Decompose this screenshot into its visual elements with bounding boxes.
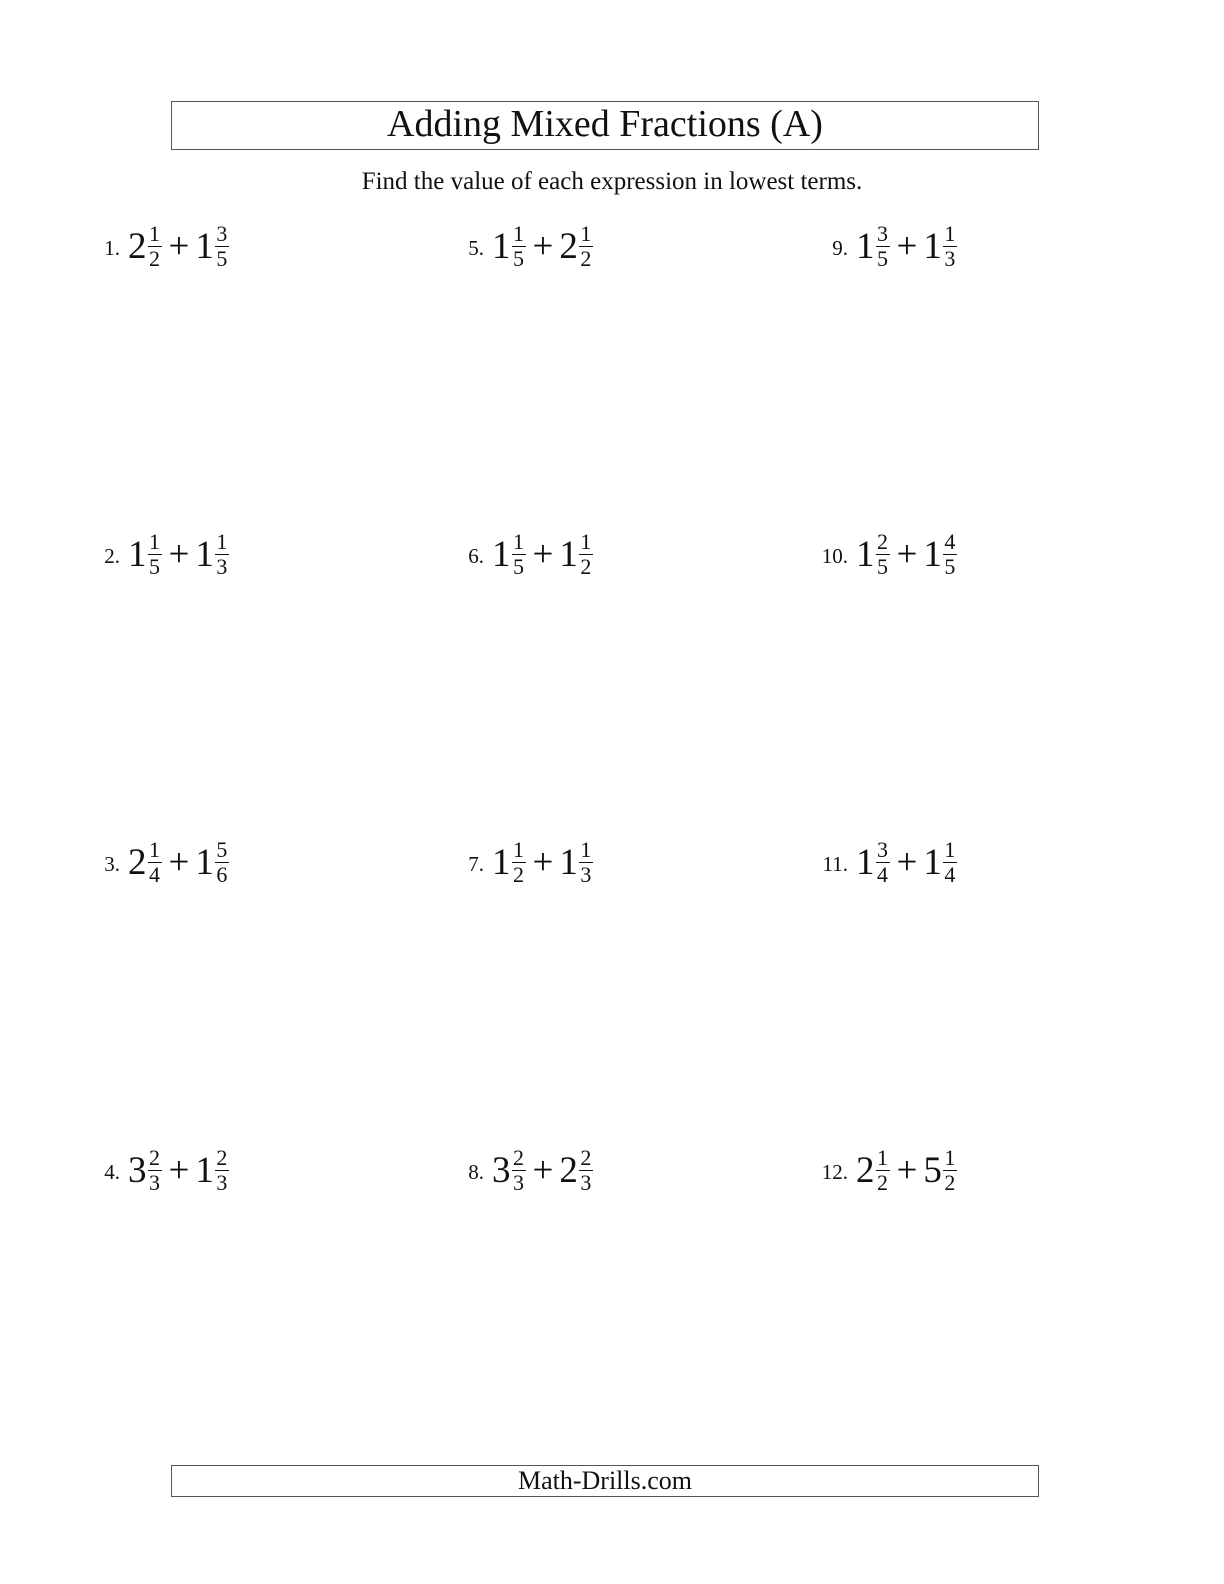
whole-number: 1: [856, 841, 875, 883]
whole-number: 1: [923, 533, 942, 575]
denominator: 5: [944, 553, 956, 579]
whole-number: 2: [128, 841, 147, 883]
fraction: [215, 528, 229, 579]
numerator: 1: [944, 836, 956, 862]
denominator: 3: [149, 1169, 160, 1195]
denominator: 3: [513, 1169, 524, 1195]
problem-number: 9.: [832, 235, 848, 260]
numerator: 1: [580, 528, 592, 554]
plus-sign: +: [168, 225, 190, 267]
fraction: [943, 1144, 957, 1195]
denominator: 3: [580, 1169, 592, 1195]
fraction: [943, 836, 957, 887]
whole-number: 1: [195, 225, 214, 267]
problem-number: 3.: [104, 851, 120, 876]
whole-number: 5: [923, 1149, 942, 1191]
numerator: 2: [216, 1144, 228, 1170]
numerator: 1: [513, 528, 524, 554]
fraction: [579, 1144, 593, 1195]
fraction: [215, 836, 229, 887]
fraction: [148, 528, 162, 579]
fraction: [579, 528, 593, 579]
whole-number: 2: [559, 225, 578, 267]
numerator: 3: [877, 220, 888, 246]
plus-sign: +: [532, 533, 554, 575]
numerator: 1: [944, 220, 956, 246]
plus-sign: +: [896, 841, 918, 883]
denominator: 5: [216, 245, 228, 271]
numerator: 1: [149, 836, 160, 862]
problem-number: 12.: [821, 1159, 848, 1184]
fraction: [579, 220, 593, 271]
plus-sign: +: [896, 533, 918, 575]
problem-8: [442, 1140, 594, 1200]
numerator: 1: [580, 836, 592, 862]
whole-number: 1: [492, 225, 511, 267]
numerator: 1: [580, 220, 592, 246]
problem-3: [80, 832, 230, 892]
denominator: 5: [877, 245, 888, 271]
denominator: 2: [513, 861, 524, 887]
numerator: 2: [513, 1144, 524, 1170]
whole-number: 1: [856, 225, 875, 267]
problem-number: 8.: [468, 1159, 484, 1184]
whole-number: 3: [128, 1149, 147, 1191]
fraction: [512, 836, 526, 887]
problem-number: 2.: [104, 543, 120, 568]
footer-site-name: Math-Drills.com: [171, 1465, 1039, 1497]
denominator: 3: [216, 1169, 228, 1195]
denominator: 5: [513, 553, 524, 579]
plus-sign: +: [896, 1149, 918, 1191]
numerator: 1: [877, 1144, 888, 1170]
problem-7: [442, 832, 594, 892]
fraction: [876, 220, 890, 271]
fraction: [148, 1144, 162, 1195]
whole-number: 1: [195, 1149, 214, 1191]
problem-4: [80, 1140, 230, 1200]
numerator: 1: [149, 528, 160, 554]
denominator: 2: [580, 553, 592, 579]
denominator: 3: [944, 245, 956, 271]
denominator: 5: [513, 245, 524, 271]
whole-number: 1: [195, 841, 214, 883]
numerator: 2: [877, 528, 888, 554]
fraction: [148, 836, 162, 887]
worksheet-title: Adding Mixed Fractions (A): [171, 101, 1039, 150]
problem-number: 11.: [822, 851, 848, 876]
numerator: 3: [216, 220, 228, 246]
plus-sign: +: [168, 533, 190, 575]
numerator: 1: [216, 528, 228, 554]
denominator: 3: [580, 861, 592, 887]
whole-number: 1: [856, 533, 875, 575]
denominator: 3: [216, 553, 228, 579]
problem-2: [80, 524, 230, 584]
problem-1: [80, 216, 230, 276]
problem-number: 10.: [821, 543, 848, 568]
whole-number: 1: [923, 225, 942, 267]
plus-sign: +: [532, 1149, 554, 1191]
whole-number: 2: [128, 225, 147, 267]
whole-number: 1: [923, 841, 942, 883]
problem-12: [800, 1140, 958, 1200]
numerator: 1: [149, 220, 160, 246]
problem-number: 6.: [468, 543, 484, 568]
numerator: 2: [580, 1144, 592, 1170]
instructions: Find the value of each expression in lowest terms.: [361, 168, 863, 195]
fraction: [215, 1144, 229, 1195]
denominator: 4: [877, 861, 888, 887]
denominator: 2: [877, 1169, 888, 1195]
denominator: 4: [149, 861, 160, 887]
whole-number: 1: [195, 533, 214, 575]
problem-10: [800, 524, 958, 584]
problem-6: [442, 524, 594, 584]
fraction: [876, 836, 890, 887]
numerator: 1: [513, 220, 524, 246]
whole-number: 1: [128, 533, 147, 575]
fraction: [943, 528, 957, 579]
whole-number: 1: [492, 841, 511, 883]
denominator: 5: [149, 553, 160, 579]
numerator: 4: [944, 528, 956, 554]
denominator: 6: [216, 861, 228, 887]
fraction: [215, 220, 229, 271]
denominator: 4: [944, 861, 956, 887]
fraction: [943, 220, 957, 271]
problem-11: [800, 832, 958, 892]
numerator: 2: [149, 1144, 160, 1170]
fraction: [512, 528, 526, 579]
plus-sign: +: [168, 1149, 190, 1191]
problem-number: 1.: [104, 235, 120, 260]
fraction: [876, 528, 890, 579]
plus-sign: +: [532, 841, 554, 883]
plus-sign: +: [896, 225, 918, 267]
problem-number: 4.: [104, 1159, 120, 1184]
problem-5: [442, 216, 594, 276]
whole-number: 1: [559, 533, 578, 575]
numerator: 1: [513, 836, 524, 862]
denominator: 2: [149, 245, 160, 271]
numerator: 1: [944, 1144, 956, 1170]
fraction: [512, 1144, 526, 1195]
plus-sign: +: [532, 225, 554, 267]
problem-number: 5.: [468, 235, 484, 260]
whole-number: 1: [559, 841, 578, 883]
whole-number: 1: [492, 533, 511, 575]
fraction: [512, 220, 526, 271]
problem-9: [800, 216, 958, 276]
whole-number: 3: [492, 1149, 511, 1191]
denominator: 2: [580, 245, 592, 271]
fraction: [876, 1144, 890, 1195]
whole-number: 2: [856, 1149, 875, 1191]
plus-sign: +: [168, 841, 190, 883]
numerator: 3: [877, 836, 888, 862]
fraction: [148, 220, 162, 271]
numerator: 5: [216, 836, 228, 862]
fraction: [579, 836, 593, 887]
denominator: 5: [877, 553, 888, 579]
denominator: 2: [944, 1169, 956, 1195]
whole-number: 2: [559, 1149, 578, 1191]
problem-number: 7.: [468, 851, 484, 876]
